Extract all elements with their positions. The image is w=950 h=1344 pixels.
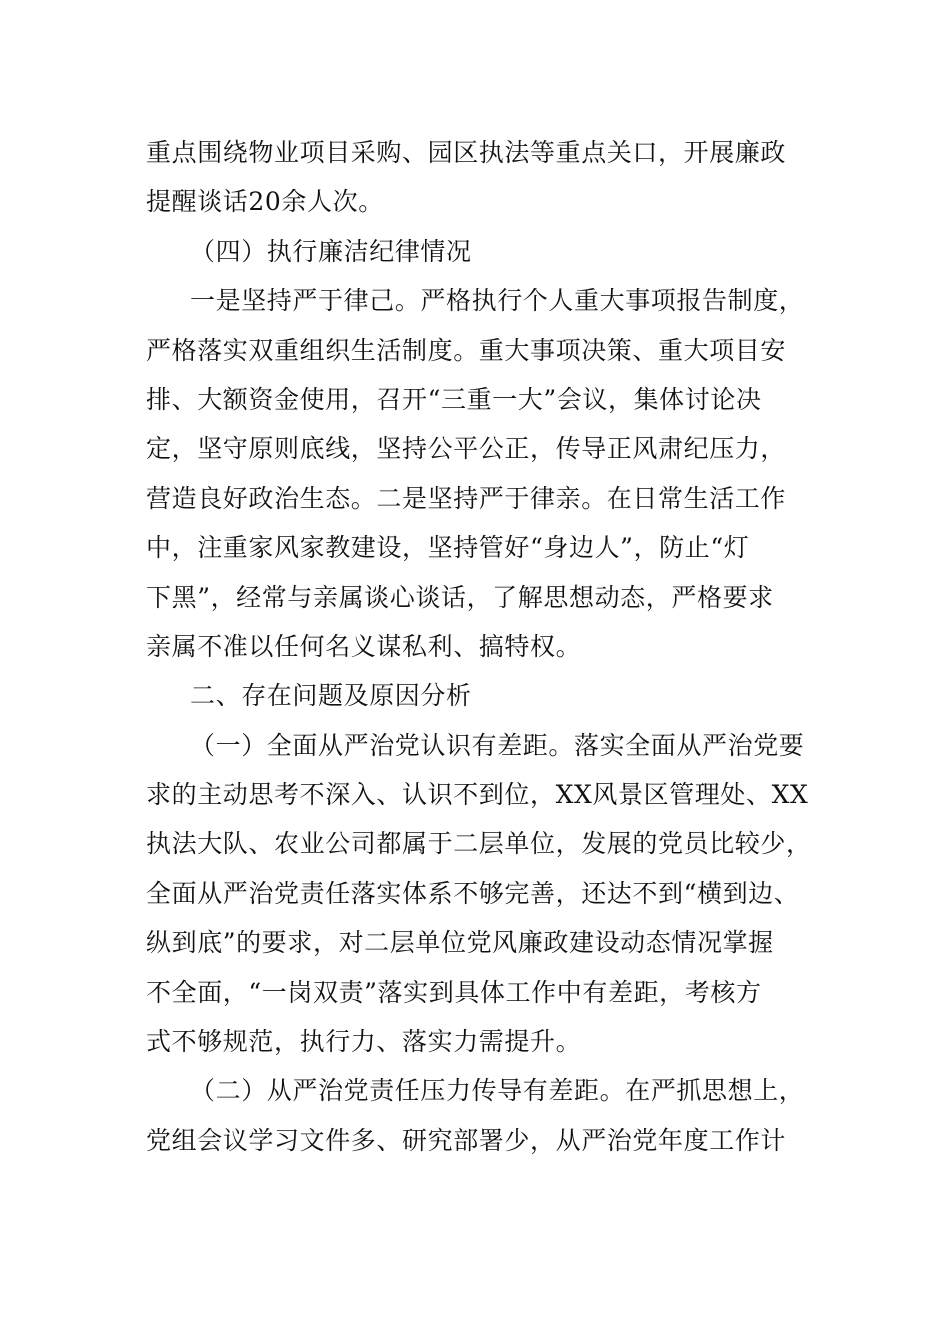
text-line: 执法大队、农业公司都属于二层单位，发展的党员比较少， — [146, 829, 812, 859]
text-line: 严格落实双重组织生活制度。重大事项决策、重大项目安 — [146, 335, 787, 365]
text-line: 纵到底”的要求，对二层单位党风廉政建设动态情况掌握 — [146, 928, 774, 958]
text-line: 营造良好政治生态。二是坚持严于律亲。在日常生活工作 — [146, 483, 787, 513]
document-body — [146, 128, 812, 1165]
text-line: 排、大额资金使用，召开“三重一大”会议，集体讨论决 — [146, 384, 762, 414]
text-line: 不全面，“一岗双责”落实到具体工作中有差距，考核方 — [146, 977, 762, 1007]
text-line: 提醒谈话20余人次。 — [146, 187, 384, 217]
paragraph-first-line: （二）从严治党责任压力传导有差距。在严抓思想上， — [190, 1076, 805, 1106]
section-heading: 二、存在问题及原因分析 — [190, 681, 472, 711]
text-line: 中，注重家风家教建设，坚持管好“身边人”，防止“灯 — [146, 533, 750, 563]
section-heading: （四）执行廉洁纪律情况 — [190, 236, 472, 266]
text-line: 式不够规范，执行力、落实力需提升。 — [146, 1027, 582, 1057]
paragraph-first-line: 一是坚持严于律己。严格执行个人重大事项报告制度， — [190, 286, 805, 316]
text-line: 求的主动思考不深入、认识不到位，XX风景区管理处、XX — [146, 780, 809, 810]
text-line: 下黑”，经常与亲属谈心谈话，了解思想动态，严格要求 — [146, 582, 774, 612]
text-line: 亲属不准以任何名义谋私利、搞特权。 — [146, 631, 582, 661]
text-line: 全面从严治党责任落实体系不够完善，还达不到“横到边、 — [146, 878, 800, 908]
text-line: 定，坚守原则底线，坚持公平公正，传导正风肃纪压力， — [146, 434, 787, 464]
paragraph-first-line: （一）全面从严治党认识有差距。落实全面从严治党要 — [190, 730, 805, 760]
text-line: 重点围绕物业项目采购、园区执法等重点关口，开展廉政 — [146, 138, 787, 167]
text-line: 党组会议学习文件多、研究部署少，从严治党年度工作计 — [146, 1125, 787, 1155]
